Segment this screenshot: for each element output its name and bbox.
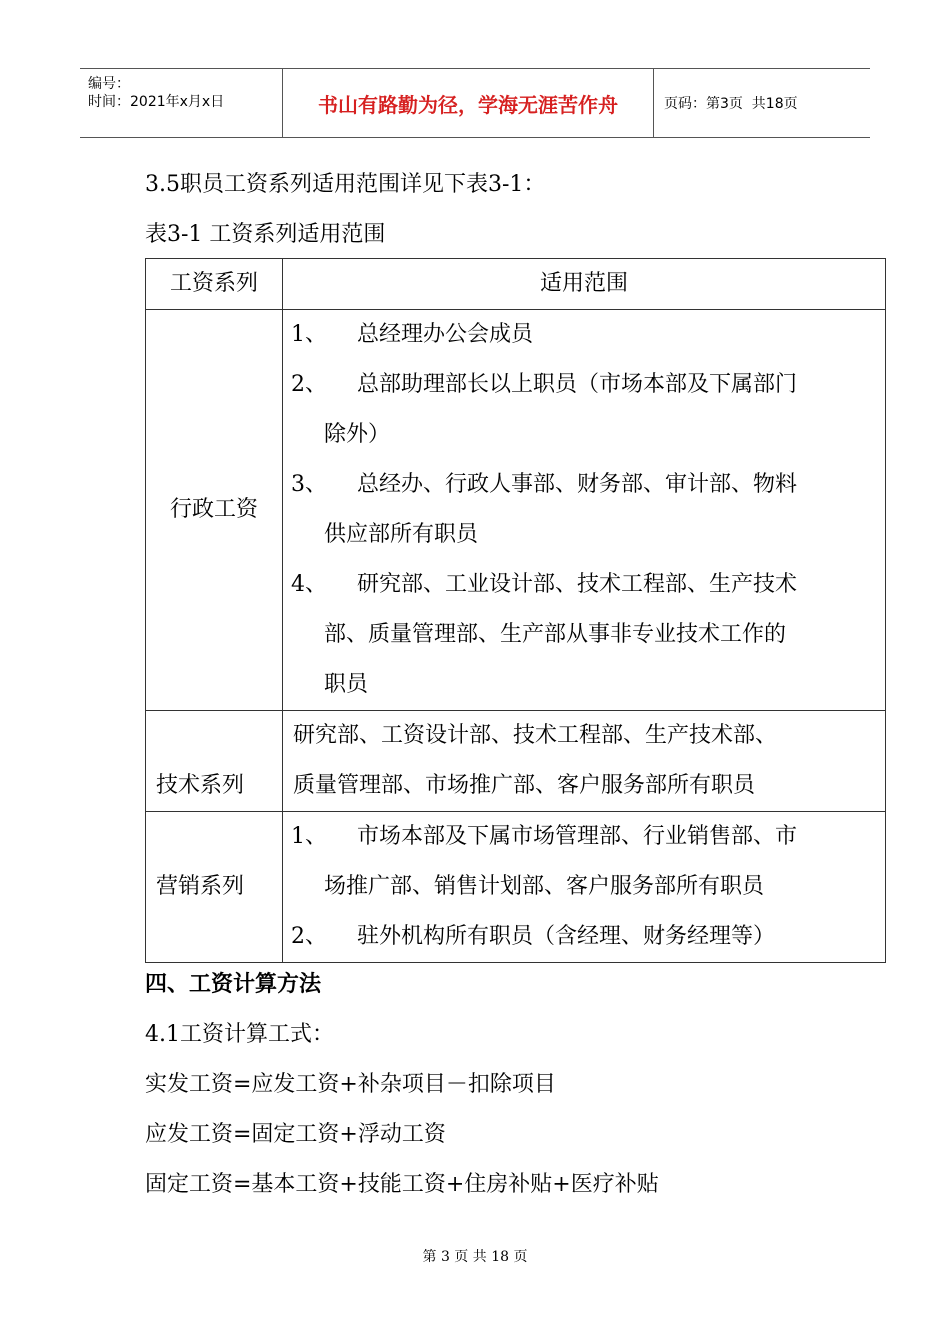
table-caption: 表3-1 工资系列适用范围 [145, 222, 386, 247]
header-meta-cell [80, 69, 283, 137]
list-item: 1、 总经理办公会成员 [291, 322, 534, 347]
series-cell: 营销系列 [146, 812, 283, 963]
section-title: 四、工资计算方法 [145, 972, 322, 997]
formula-line: 实发工资=应发工资+补杂项目－扣除项目 [145, 1072, 556, 1097]
intro-text: 3.5职员工资系列适用范围详见下表3-1： [145, 172, 546, 197]
list-item: 2、 总部助理部长以上职员（市场本部及下属部门 [291, 372, 798, 397]
salary-series-table [145, 258, 886, 963]
list-item: 3、 总经办、行政人事部、财务部、审计部、物料 [291, 472, 798, 497]
series-cell: 行政工资 [146, 310, 283, 711]
list-item: 2、 驻外机构所有职员（含经理、财务经理等） [291, 924, 776, 949]
formula-line: 应发工资=固定工资+浮动工资 [145, 1122, 446, 1147]
scope-cell: 1、 总经理办公会成员 2、 总部助理部长以上职员（市场本部及下属部门 除外） 3、 总经办、行政人事部、财务部、审计部、物料 供应部所有职员 4、 研究部、工业设计部、技术工程部、生产技术 部、质量管理部、生产部从事非专业技术工作的 职员 [283, 310, 886, 711]
list-item: 4、 研究部、工业设计部、技术工程部、生产技术 [291, 572, 798, 597]
header-page-info: 页码：第3页 共18页 [664, 96, 798, 112]
table-row [146, 711, 886, 812]
list-item: 1、 市场本部及下属市场管理部、行业销售部、市 [291, 824, 798, 849]
series-cell: 技术系列 [146, 711, 283, 812]
formula-line: 固定工资=基本工资+技能工资+住房补贴+医疗补贴 [145, 1172, 659, 1197]
header-motto: 书山有路勤为径，学海无涯苦作舟 [283, 69, 654, 137]
table-row [146, 310, 886, 711]
page-footer: 第 3 页 共 18 页 [422, 1249, 528, 1265]
table-header-scope: 适用范围 [283, 259, 886, 310]
scope-cell: 1、 市场本部及下属市场管理部、行业销售部、市 场推广部、销售计划部、客户服务部所有职员 2、 驻外机构所有职员（含经理、财务经理等） [283, 812, 886, 963]
table-header-series: 工资系列 [146, 259, 283, 310]
document-number-label: 编号： [88, 76, 130, 92]
table-row [146, 812, 886, 963]
table-header-row [146, 259, 886, 310]
document-time-label: 时间：2021年x月x日 [88, 94, 225, 110]
page-header [80, 68, 870, 138]
formula-title: 4.1工资计算工式： [145, 1022, 334, 1047]
scope-cell: 研究部、工资设计部、技术工程部、生产技术部、 质量管理部、市场推广部、客户服务部所有职员 [283, 711, 886, 812]
